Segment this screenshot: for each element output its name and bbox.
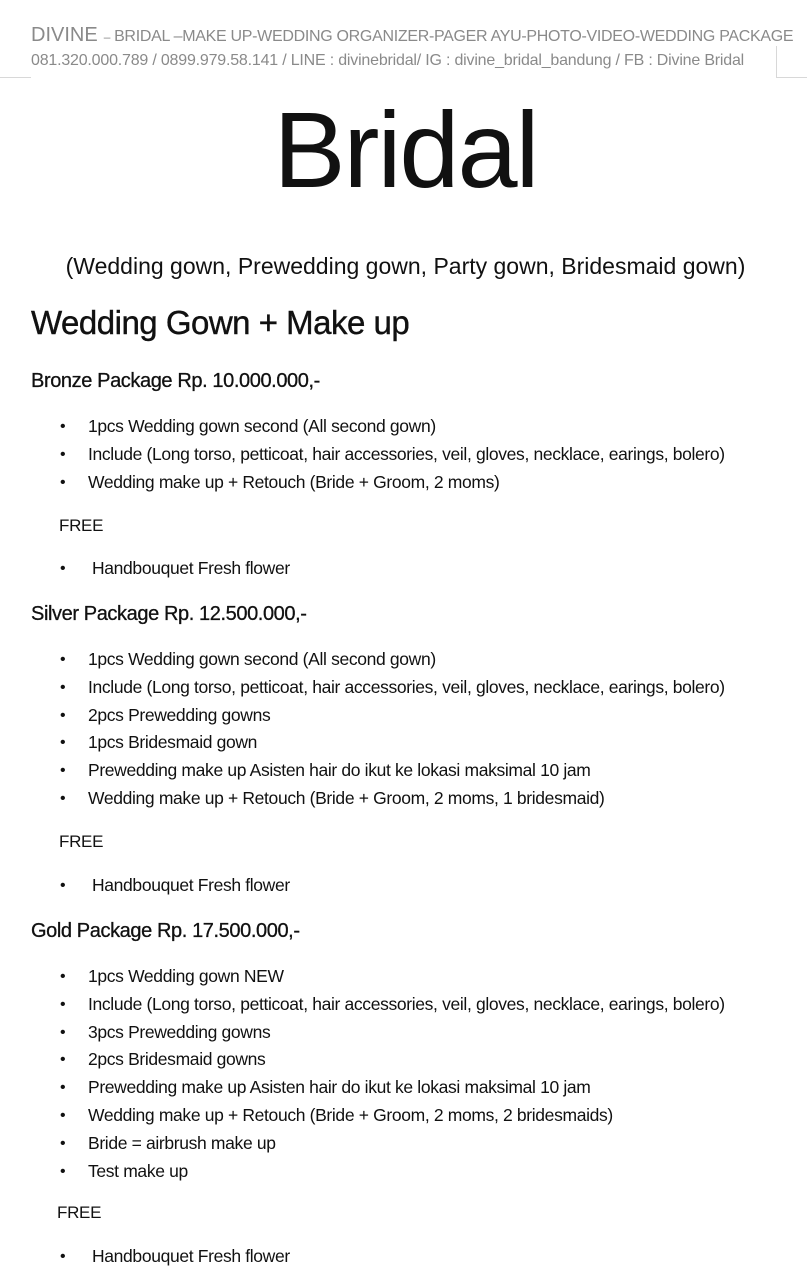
bullet-icon: • [60,418,66,435]
bullet-icon: • [60,651,66,668]
bullet-icon: • [60,445,66,463]
page-subtitle: (Wedding gown, Prewedding gown, Party gown, Bridesmaid gown) [65,253,746,279]
list-item [58,1046,725,1074]
list-item-text: 1pcs Wedding gown NEW [88,966,284,986]
list-item [58,872,290,900]
bullet-icon: • [60,1079,66,1097]
header-separator: – [103,30,111,44]
list-item-text: 2pcs Prewedding gowns [88,704,271,725]
bullet-icon: • [60,1023,66,1041]
free-items-silver [58,872,290,900]
free-label-bronze: FREE [59,516,104,535]
package-items-bronze [58,413,725,496]
list-item-text: Wedding make up + Retouch (Bride + Groom, 2 moms) [88,471,500,492]
list-item [58,413,725,441]
header-divider-right [776,46,807,78]
section-heading: Wedding Gown + Make up [31,304,410,341]
free-label-silver: FREE [59,832,104,851]
list-item-text: Include (Long torso, petticoat, hair accessories, veil, gloves, necklace, earings, bolero) [88,993,725,1014]
list-item [58,757,725,785]
list-item-text: Include (Long torso, petticoat, hair accessories, veil, gloves, necklace, earings, bolero) [88,443,725,464]
list-item [58,729,725,757]
list-item [58,702,725,730]
package-title-gold: Gold Package Rp. 17.500.000,- [31,920,300,942]
bullet-icon: • [60,678,66,696]
list-item-text: 1pcs Wedding gown second (All second gown) [88,416,436,436]
list-item [58,646,725,674]
header-services: BRIDAL –MAKE UP-WEDDING ORGANIZER-PAGER AYU-PHOTO-VIDEO-WEDDING PACKAGE [114,28,794,45]
bullet-icon: • [60,995,66,1013]
list-item [58,441,725,469]
bullet-icon: • [60,968,66,985]
list-item [58,1243,290,1271]
list-item-text: Bride = airbrush make up [88,1132,276,1153]
free-label-gold: FREE [57,1203,102,1222]
header-divider-left [0,77,31,78]
bullet-icon: • [60,877,66,894]
page-title: Bridal [273,89,538,210]
bullet-icon: • [60,706,66,724]
bullet-icon: • [60,762,66,780]
bullet-icon: • [60,1248,66,1265]
list-item-text: 3pcs Prewedding gowns [88,1021,271,1042]
list-item [58,1074,725,1102]
list-item-text: Handbouquet Fresh flower [92,875,290,895]
package-items-gold [58,963,725,1185]
list-item-text: Handbouquet Fresh flower [92,1246,290,1266]
list-item-text: Prewedding make up Asisten hair do ikut ke lokasi maksimal 10 jam [88,1077,591,1098]
bullet-icon: • [60,734,66,752]
list-item-text: Prewedding make up Asisten hair do ikut ke lokasi maksimal 10 jam [88,760,591,781]
bullet-icon: • [60,789,66,807]
bullet-icon: • [60,560,66,577]
list-item-text: 2pcs Bridesmaid gowns [88,1049,266,1070]
bullet-icon: • [60,1162,66,1180]
free-items-gold [58,1243,290,1271]
brand-name: DIVINE [31,24,98,46]
header-block [31,22,794,72]
bullet-icon: • [60,1134,66,1152]
list-item-text: 1pcs Wedding gown second (All second gown) [88,649,436,669]
package-title-bronze: Bronze Package Rp. 10.000.000,- [31,370,320,392]
list-item [58,555,290,583]
list-item [58,674,725,702]
list-item [58,1019,725,1047]
header-contacts: 081.320.000.789 / 0899.979.58.141 / LINE : divinebridal/ IG : divine_bridal_bandung / FB : Divine Bridal [31,52,745,69]
bullet-icon: • [60,1051,66,1069]
bullet-icon: • [60,473,66,491]
list-item [58,1158,725,1186]
list-item-text: Include (Long torso, petticoat, hair accessories, veil, gloves, necklace, earings, bolero) [88,676,725,697]
list-item-text: Handbouquet Fresh flower [92,558,290,578]
list-item-text: Wedding make up + Retouch (Bride + Groom, 2 moms, 2 bridesmaids) [88,1104,613,1125]
list-item [58,785,725,813]
list-item [58,963,725,991]
list-item-text: Wedding make up + Retouch (Bride + Groom, 2 moms, 1 bridesmaid) [88,787,605,808]
package-items-silver [58,646,725,813]
list-item [58,1102,725,1130]
package-title-silver: Silver Package Rp. 12.500.000,- [31,603,307,625]
list-item-text: Test make up [88,1160,188,1181]
free-items-bronze [58,555,290,583]
list-item [58,991,725,1019]
list-item [58,1130,725,1158]
header-services-line [31,22,794,50]
list-item-text: 1pcs Bridesmaid gown [88,732,258,753]
list-item [58,469,725,497]
bullet-icon: • [60,1106,66,1124]
